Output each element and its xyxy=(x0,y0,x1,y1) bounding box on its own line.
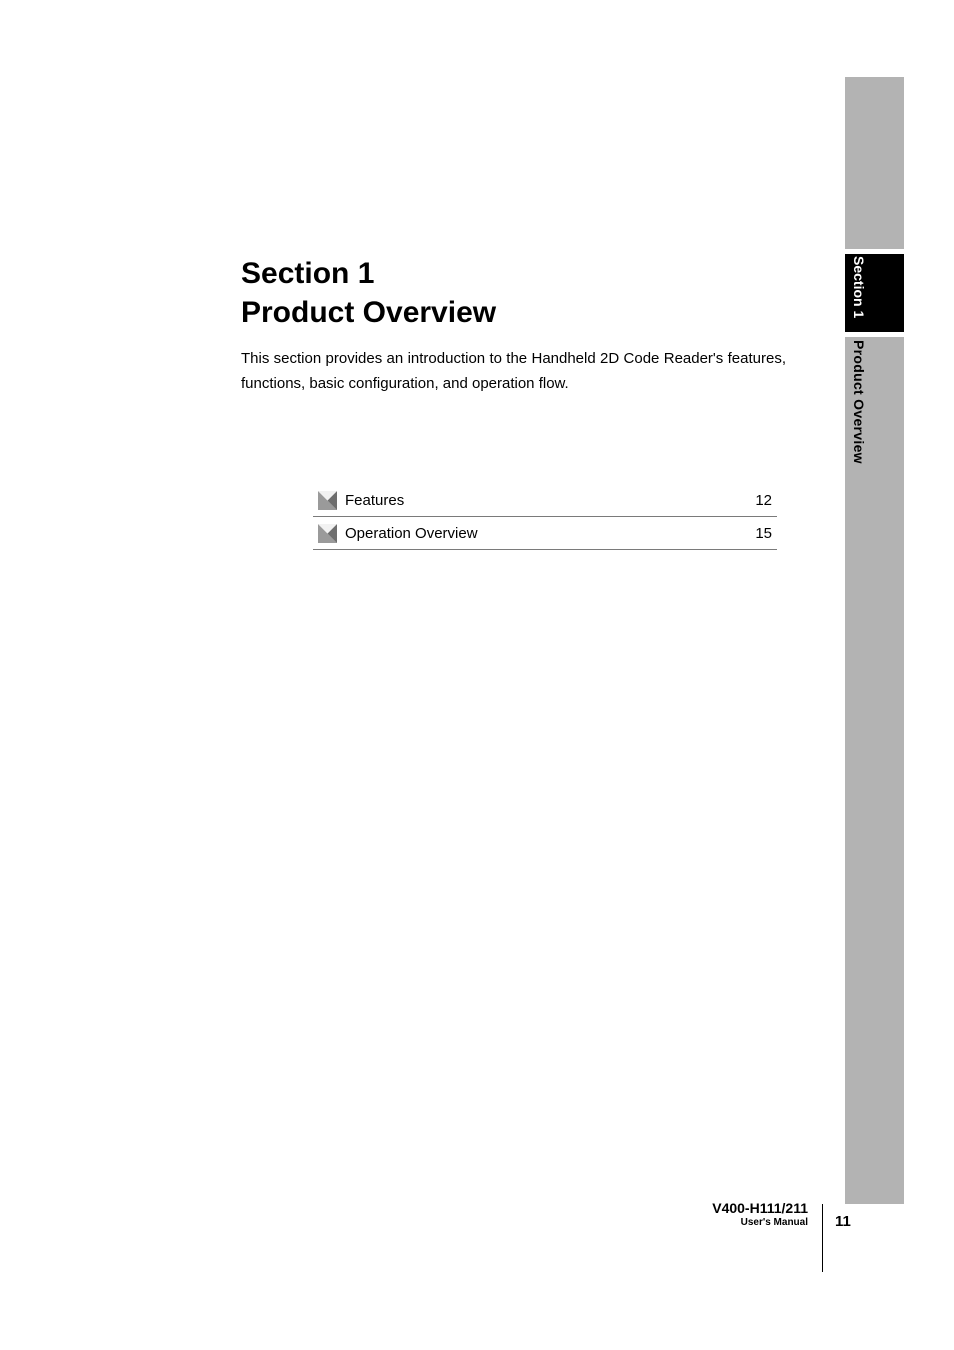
section-title: Product Overview xyxy=(241,296,497,329)
toc-item-label: Operation Overview xyxy=(345,524,478,542)
footer-model-name: V400-H111/211 xyxy=(712,1200,808,1216)
section-heading xyxy=(241,254,801,332)
section-number: Section 1 xyxy=(241,257,375,290)
toc-item-page: 12 xyxy=(755,491,772,509)
toc-item-page: 15 xyxy=(755,524,772,542)
intro-paragraph: This section provides an introduction to the Handheld 2D Code Reader's features, functions, basic configuration, and operation flow. xyxy=(241,350,786,392)
side-tab-section-label: Section 1 xyxy=(851,256,867,319)
toc-bullet-icon xyxy=(318,491,337,510)
footer-manual-label: User's Manual xyxy=(740,1217,808,1228)
footer-divider xyxy=(822,1204,823,1272)
side-bar-top xyxy=(845,77,904,249)
toc-item-operation-overview[interactable] xyxy=(313,517,777,550)
toc-item-label: Features xyxy=(345,491,405,509)
table-of-contents xyxy=(313,484,777,550)
side-tab-title-label: Product Overview xyxy=(851,340,867,464)
toc-bullet-icon xyxy=(318,524,337,543)
page-number: 11 xyxy=(835,1213,851,1230)
toc-item-features[interactable] xyxy=(313,484,777,517)
